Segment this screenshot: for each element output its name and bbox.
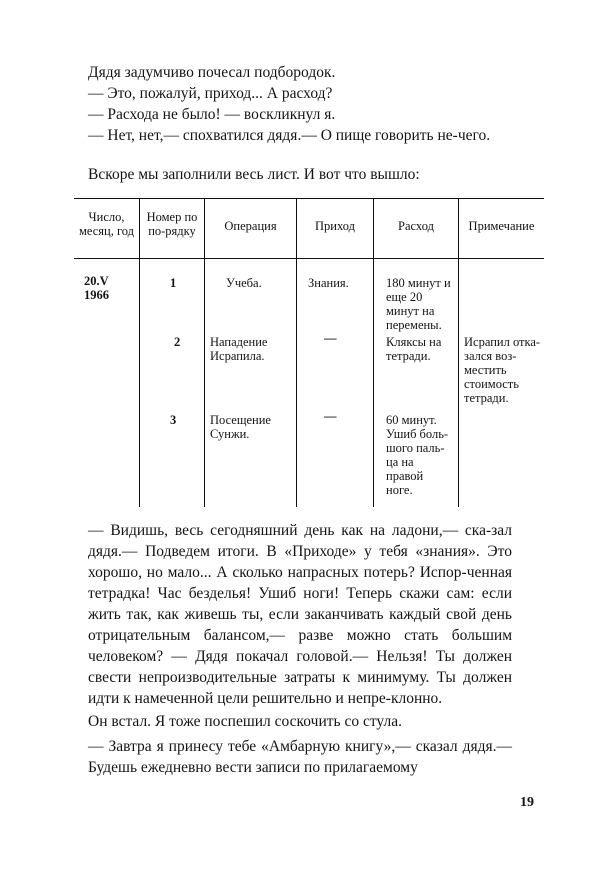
table-header-rule: [74, 258, 544, 259]
header-expense: Расход: [398, 219, 434, 233]
row-2-note: Исрапил отка-зался воз-местить стоимость тетради.: [464, 335, 541, 405]
header-date: Число, месяц, год: [78, 210, 135, 238]
table-col-rule-3: [296, 198, 297, 507]
row-2-operation: Нападение Исрапила.: [210, 335, 268, 363]
row-1-income: Знания.: [308, 276, 349, 290]
table-col-rule-5: [458, 198, 459, 507]
header-income: Приход: [315, 219, 355, 233]
intro-line-3: — Расхода не было! — воскликнул я.: [88, 106, 336, 123]
header-note: Примечание: [468, 219, 535, 233]
body-paragraph-3: — Завтра я принесу тебе «Амбарную книгу»,— сказал дядя.— Будешь ежедневно вести записи по прилагаемому: [88, 738, 512, 776]
row-3-number: 3: [170, 413, 177, 427]
row-2-number: 2: [174, 335, 181, 349]
table-col-rule-2: [204, 198, 205, 507]
intro-line-1: Дядя задумчиво почесал подбородок.: [88, 64, 336, 81]
table-col-rule-1: [139, 198, 140, 507]
row-2-expense: Кляксы на тетради.: [386, 335, 442, 363]
row-3-operation: Посещение Сунжи.: [210, 413, 271, 441]
date-cell: 20.V 1966: [84, 274, 109, 302]
intro-line-2: — Это, пожалуй, приход... А расход?: [88, 85, 333, 102]
body-paragraph-2: Он встал. Я тоже поспешил соскочить со стула.: [88, 713, 402, 730]
ledger-table: [74, 198, 544, 507]
row-1-operation: Учеба.: [226, 276, 262, 290]
row-3-income: —: [324, 409, 337, 423]
header-operation: Операция: [224, 219, 277, 233]
table-col-rule-4: [373, 198, 374, 507]
row-1-expense: 180 минут и еще 20 минут на перемены.: [386, 276, 451, 332]
intro-line-4: — Нет, нет,— спохватился дядя.— О пище говорить не-чего.: [88, 127, 491, 144]
row-3-expense: 60 минут. Ушиб боль-шого паль-ца на правой ноге.: [386, 413, 449, 497]
row-1-number: 1: [170, 276, 177, 290]
table-top-rule: [74, 198, 544, 199]
page-number: 19: [520, 795, 534, 810]
header-number: Номер по по-рядку: [146, 210, 198, 238]
row-2-income: —: [324, 331, 337, 345]
body-paragraph-1: — Видишь, весь сегодняшний день как на ладони,— ска-зал дядя.— Подведем итоги. В «Приходе» у тебя «знания». Это хорошо, но мало... А сколько напрасных потерь? Испор-ченная тетрадка! Час безделья! Ушиб ноги! Теперь скажи сам: если жить так, как живешь ты, если заканчивать каждый свой день отрицательным балансом,— разве можно стать большим человеком? — Дядя покачал головой.— Нельзя! Ты должен свести непроизводительные затраты к минимуму. Ты должен идти к намеченной цели решительно и непре-клонно.: [88, 522, 512, 707]
intro-line-5: Вскоре мы заполнили весь лист. И вот что вышло:: [88, 166, 420, 183]
